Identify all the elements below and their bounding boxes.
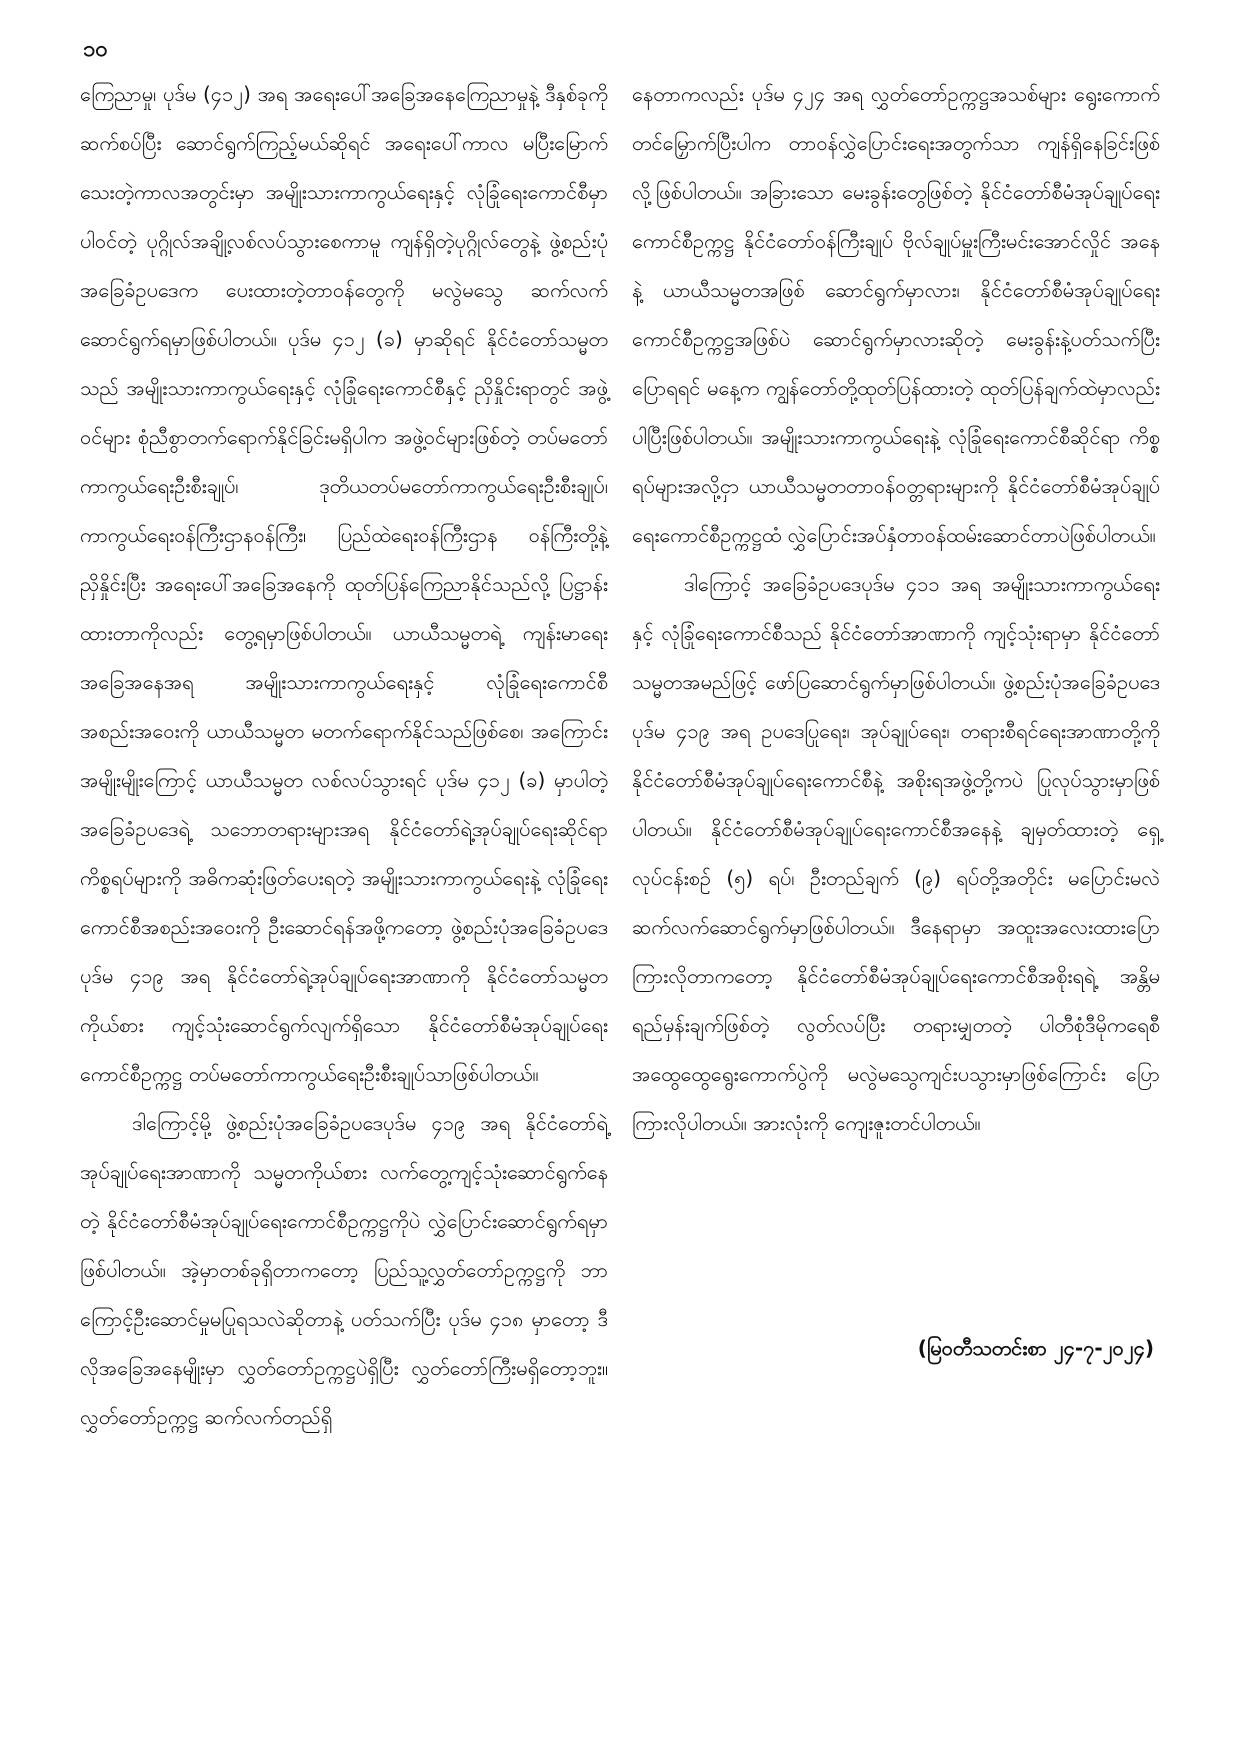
paragraph: နေတာကလည်း ပုဒ်မ ၄၂၄ အရ လွှတ်တော်ဥက္ကဋ္ဌအသစ်များ ရွေးကောက်တင်မြှောက်ပြီးပါက တာဝန်လွှဲပြောင်းရေးအတွက်သာ ကျန်ရှိနေခြင်းဖြစ်လို့ဖြစ်ပါတယ်။ အခြားသော မေးခွန်းတွေဖြစ်တဲ့ နိုင်ငံတော်စီမံအုပ်ချုပ်ရေးကောင်စီဥက္ကဋ္ဌ နိုင်ငံတော်ဝန်ကြီးချုပ် ဗိုလ်ချုပ်မှူးကြီးမင်းအောင်လှိုင် အနေနဲ့ ယာယီသမ္မတအဖြစ် ဆောင်ရွက်မှာလား၊ နိုင်ငံတော်စီမံအုပ်ချုပ်ရေးကောင်စီဥက္ကဋ္ဌအဖြစ်ပဲ ဆောင်ရွက်မှာလားဆိုတဲ့ မေးခွန်းနဲ့ပတ်သက်ပြီးပြောရရင် မနေ့က ကျွန်တော်တို့ထုတ်ပြန်ထားတဲ့ ထုတ်ပြန်ချက်ထဲမှာလည်း ပါပြီးဖြစ်ပါတယ်။ အမျိုးသားကာကွယ်ရေးနဲ့ လုံခြုံရေးကောင်စီဆိုင်ရာ ကိစ္စရပ်များအလို့ငှာ ယာယီသမ္မတတာဝန်ဝတ္တရားများကို နိုင်ငံတော်စီမံအုပ်ချုပ်ရေးကောင်စီဥက္ကဋ္ဌထံ လွှဲပြောင်းအပ်နှံတာဝန်ထမ်းဆောင်တာပဲဖြစ်ပါတယ်။ <box>632 82 1160 547</box>
paragraph: ဒါကြောင့်မို့ ဖွဲ့စည်းပုံအခြေခံဥပဒေပုဒ်မ ၄၁၉ အရ နိုင်ငံတော်ရဲ့အုပ်ချုပ်ရေးအာဏာကို သမ္မတကိုယ်စား လက်တွေ့ကျင့်သုံးဆောင်ရွက်နေတဲ့ နိုင်ငံတော်စီမံအုပ်ချုပ်ရေးကောင်စီဥက္ကဋ္ဌကိုပဲ လွှဲပြောင်းဆောင်ရွက်ရမှာဖြစ်ပါတယ်။ အဲ့မှာတစ်ခုရှိတာကတော့ ပြည်သူ့လွှတ်တော်ဥက္ကဋ္ဌကို ဘာကြောင့်ဦးဆောင်မှုမပြုရသလဲဆိုတာနဲ့ ပတ်သက်ပြီး ပုဒ်မ ၄၁၈ မှာတော့ ဒီလိုအခြေအနေမျိုးမှာ လွှတ်တော်ဥက္ကဋ္ဌပဲရှိပြီး လွှတ်တော်ကြီးမရှိတော့ဘူး။ လွှတ်တော်ဥက္ကဋ္ဌ ဆက်လက်တည်ရှိ <box>80 1111 608 1429</box>
source-citation: (မြဝတီသတင်းစာ ၂၄-၇-၂၀၂၄) <box>917 1336 1154 1360</box>
page-number: ၁၀ <box>83 37 108 62</box>
paragraph: ဒါကြောင့် အခြေခံဥပဒေပုဒ်မ ၄၁၁ အရ အမျိုးသားကာကွယ်ရေးနှင့် လုံခြုံရေးကောင်စီသည် နိုင်ငံတော်အာဏာကို ကျင့်သုံးရာမှာ နိုင်ငံတော်သမ္မတအမည်ဖြင့် ဖော်ပြဆောင်ရွက်မှာဖြစ်ပါတယ်။ ဖွဲ့စည်းပုံအခြေခံဥပဒေပုဒ်မ ၄၁၉ အရ ဥပဒေပြုရေး၊ အုပ်ချုပ်ရေး၊ တရားစီရင်ရေးအာဏာတို့ကို နိုင်ငံတော်စီမံအုပ်ချုပ်ရေးကောင်စီနဲ့ အစိုးရအဖွဲ့တို့ကပဲ ပြုလုပ်သွားမှာဖြစ်ပါတယ်။ နိုင်ငံတော်စီမံအုပ်ချုပ်ရေးကောင်စီအနေနဲ့ ချမှတ်ထားတဲ့ ရှေ့လုပ်ငန်းစဉ် (၅) ရပ်၊ ဦးတည်ချက် (၉) ရပ်တို့အတိုင်း မပြောင်းမလဲ ဆက်လက်ဆောင်ရွက်မှာဖြစ်ပါတယ်။ ဒီနေရာမှာ အထူးအလေးထားပြောကြားလိုတာကတော့ နိုင်ငံတော်စီမံအုပ်ချုပ်ရေးကောင်စီအစိုးရရဲ့ အန္တိမရည်မှန်းချက်ဖြစ်တဲ့ လွတ်လပ်ပြီး တရားမျှတတဲ့ ပါတီစုံဒီမိုကရေစီအထွေထွေရွေးကောက်ပွဲကို မလွဲမသွေကျင်းပသွားမှာဖြစ်ကြောင်း ပြောကြားလိုပါတယ်။ အားလုံးကို ကျေးဇူးတင်ပါတယ်။ <box>632 572 1160 1135</box>
left-column <box>80 70 608 1442</box>
right-column <box>632 70 1160 1148</box>
paragraph: ကြေညာမှု၊ ပုဒ်မ (၄၁၂) အရ အရေးပေါ်အခြေအနေကြေညာမှုနဲ့ ဒီနှစ်ခုကိုဆက်စပ်ပြီး ဆောင်ရွက်ကြည့်မယ်ဆိုရင် အရေးပေါ်ကာလ မပြီးမြောက်သေးတဲ့ကာလအတွင်းမှာ အမျိုးသားကာကွယ်ရေးနှင့် လုံခြုံရေးကောင်စီမှာ ပါဝင်တဲ့ ပုဂ္ဂိုလ်အချို့လစ်လပ်သွားစေကာမူ ကျန်ရှိတဲ့ပုဂ္ဂိုလ်တွေနဲ့ ဖွဲ့စည်းပုံအခြေခံဥပဒေက ပေးထားတဲ့တာဝန်တွေကို မလွဲမသွေ ဆက်လက်ဆောင်ရွက်ရမှာဖြစ်ပါတယ်။ ပုဒ်မ ၄၁၂ (ခ) မှာဆိုရင် နိုင်ငံတော်သမ္မတသည် အမျိုးသားကာကွယ်ရေးနှင့် လုံခြုံရေးကောင်စီနှင့် ညှိနှိုင်းရာတွင် အဖွဲ့ဝင်များ စုံညီစွာတက်ရောက်နိုင်ခြင်းမရှိပါက အဖွဲ့ဝင်များဖြစ်တဲ့ တပ်မတော်ကာကွယ်ရေးဦးစီးချုပ်၊ ဒုတိယတပ်မတော်ကာကွယ်ရေးဦးစီးချုပ်၊ ကာကွယ်ရေးဝန်ကြီးဌာနဝန်ကြီး၊ ပြည်ထဲရေးဝန်ကြီးဌာန ဝန်ကြီးတို့နဲ့ ညှိနှိုင်းပြီး အရေးပေါ်အခြေအနေကို ထုတ်ပြန်ကြေညာနိုင်သည်လို့ ပြဋ္ဌာန်းထားတာကိုလည်း တွေ့ရမှာဖြစ်ပါတယ်။ ယာယီသမ္မတရဲ့ ကျန်းမာရေးအခြေအနေအရ အမျိုးသားကာကွယ်ရေးနှင့် လုံခြုံရေးကောင်စီအစည်းအဝေးကို ယာယီသမ္မတ မတက်ရောက်နိုင်သည်ဖြစ်စေ၊ အကြောင်းအမျိုးမျိုးကြောင့် ယာယီသမ္မတ လစ်လပ်သွားရင် ပုဒ်မ ၄၁၂ (ခ) မှာပါတဲ့ အခြေခံဥပဒေရဲ့ သဘောတရားများအရ နိုင်ငံတော်ရဲ့အုပ်ချုပ်ရေးဆိုင်ရာကိစ္စရပ်များကို အဓိကဆုံးဖြတ်ပေးရတဲ့ အမျိုးသားကာကွယ်ရေးနဲ့ လုံခြုံရေးကောင်စီအစည်းအဝေးကို ဦးဆောင်ရန်အဖို့ကတော့ ဖွဲ့စည်းပုံအခြေခံဥပဒေပုဒ်မ ၄၁၉ အရ နိုင်ငံတော်ရဲ့အုပ်ချုပ်ရေးအာဏာကို နိုင်ငံတော်သမ္မတ ကိုယ်စား ကျင့်သုံးဆောင်ရွက်လျက်ရှိသော နိုင်ငံတော်စီမံအုပ်ချုပ်ရေးကောင်စီဥက္ကဋ္ဌ တပ်မတော်ကာကွယ်ရေးဦးစီးချုပ်သာဖြစ်ပါတယ်။ <box>80 82 608 1086</box>
